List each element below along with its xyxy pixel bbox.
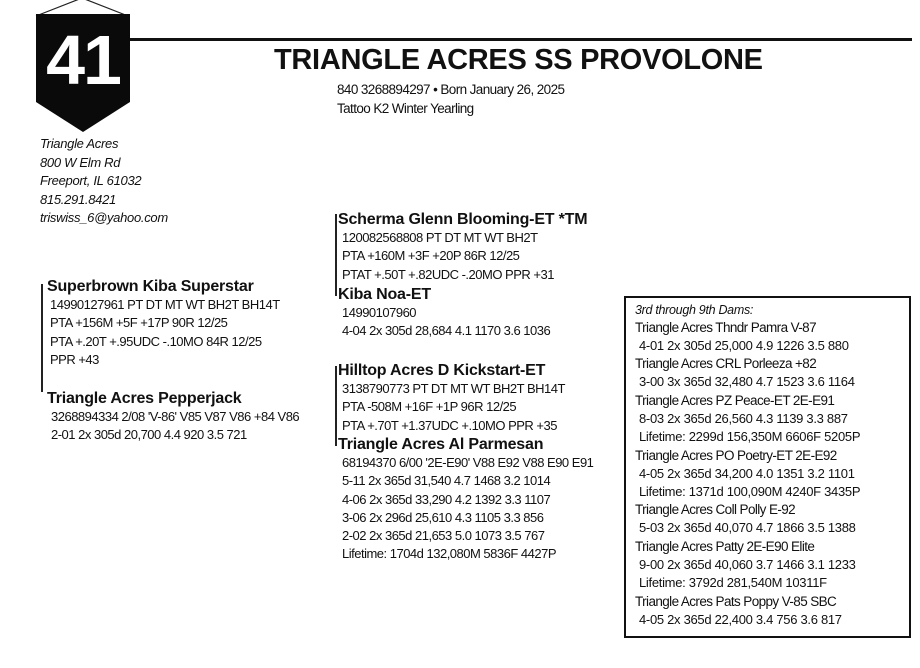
sire-sire-block xyxy=(338,210,587,284)
dam-sire-block xyxy=(338,361,565,435)
dam-dam-line: 2-02 2x 365d 21,653 5.0 1073 3.5 767 xyxy=(342,528,545,544)
dam-entry-line: Lifetime: 2299d 156,350M 6606F 5205P xyxy=(639,429,861,445)
dam-sire-line: PTA -508M +16F +1P 96R 12/25 xyxy=(342,399,517,415)
dam-block xyxy=(47,389,299,445)
dam-entry-line: 5-03 2x 365d 40,070 4.7 1866 3.5 1388 xyxy=(639,520,856,536)
header-rule xyxy=(130,38,912,41)
dam-entry-name: Triangle Acres Pats Poppy V-85 SBC xyxy=(635,593,837,609)
dam-dam-name: Triangle Acres Al Parmesan xyxy=(338,436,544,453)
sire-sire-line: PTAT +.50T +.82UDC -.20MO PPR +31 xyxy=(342,266,554,282)
pedigree-line-upper xyxy=(335,214,337,296)
consignor-phone: 815.291.8421 xyxy=(40,191,116,207)
sire-sire-line: PTA +160M +3F +20P 86R 12/25 xyxy=(342,248,520,264)
dam-entry-line: 4-05 2x 365d 22,400 3.4 756 3.6 817 xyxy=(639,611,842,627)
dam-entry-line: 8-03 2x 365d 26,560 4.3 1139 3.3 887 xyxy=(639,410,848,426)
dam-dam-line: 3-06 2x 296d 25,610 4.3 1105 3.3 856 xyxy=(342,509,544,525)
dam-entry-line: 4-05 2x 365d 34,200 4.0 1351 3.2 1101 xyxy=(639,465,855,481)
sire-name: Superbrown Kiba Superstar xyxy=(47,278,254,295)
sire-line: PTA +156M +5F +17P 90R 12/25 xyxy=(50,315,228,331)
consignor-city: Freeport, IL 61032 xyxy=(40,173,142,188)
dam-entry-line: 9-00 2x 365d 40,060 3.7 1466 3.1 1233 xyxy=(639,556,856,572)
dam-entry-line: 4-01 2x 305d 25,000 4.9 1226 3.5 880 xyxy=(639,338,849,353)
sire-dam-name: Kiba Noa-ET xyxy=(338,286,431,303)
sire-dam-line: 4-04 2x 305d 28,684 4.1 1170 3.6 1036 xyxy=(342,323,551,339)
dam-entry-line: 3-00 3x 365d 32,480 4.7 1523 3.6 1164 xyxy=(639,374,855,390)
animal-id-birth: 840 3268894297 • Born January 26, 2025 xyxy=(337,82,565,97)
dam-entry-name: Triangle Acres Patty 2E-E90 Elite xyxy=(635,538,815,554)
dam-entry-name: Triangle Acres PO Poetry-ET 2E-E92 xyxy=(635,447,837,463)
dam-entry-name: Triangle Acres CRL Porleeza +82 xyxy=(635,356,817,372)
animal-meta xyxy=(337,80,564,118)
dam-sire-name: Hilltop Acres D Kickstart-ET xyxy=(338,362,546,379)
dams-box-heading: 3rd through 9th Dams: xyxy=(635,303,754,317)
dam-line: 3268894334 2/08 'V-86' V85 V87 V86 +84 V86 xyxy=(51,409,300,424)
extended-dams-box xyxy=(624,296,911,638)
dam-sire-line: 3138790773 PT DT MT WT BH2T BH14T xyxy=(342,381,565,396)
sire-block xyxy=(47,277,280,369)
dam-dam-line: 68194370 6/00 '2E-E90' V88 E92 V88 E90 E91 xyxy=(342,455,594,470)
dam-entry-line: Lifetime: 3792d 281,540M 10311F xyxy=(639,575,827,591)
dam-dam-line: 4-06 2x 365d 33,290 4.2 1392 3.3 1107 xyxy=(342,491,551,507)
pedigree-line-lower xyxy=(335,366,337,446)
dam-line: 2-01 2x 305d 20,700 4.4 920 3.5 721 xyxy=(51,427,247,443)
consignor-farm: Triangle Acres xyxy=(40,136,119,151)
dam-dam-block xyxy=(338,435,593,564)
sire-dam-block xyxy=(338,285,550,341)
pedigree-line-left xyxy=(41,284,43,392)
dam-entry-name: Triangle Acres PZ Peace-ET 2E-E91 xyxy=(635,392,835,408)
consignor-email: triswiss_6@yahoo.com xyxy=(40,210,168,225)
sire-sire-name: Scherma Glenn Blooming-ET *TM xyxy=(338,211,588,228)
dam-dam-line: 5-11 2x 365d 31,540 4.7 1468 3.2 1014 xyxy=(342,473,551,489)
sire-line: PPR +43 xyxy=(50,351,99,367)
consignor-info xyxy=(40,135,168,228)
sire-sire-line: 120082568808 PT DT MT WT BH2T xyxy=(342,230,538,245)
animal-tattoo-class: Tattoo K2 Winter Yearling xyxy=(337,101,474,116)
sire-line: 14990127961 PT DT MT WT BH2T BH14T xyxy=(50,297,280,312)
dam-entry-name: Triangle Acres Coll Polly E-92 xyxy=(635,502,796,518)
sire-line: PTA +.20T +.95UDC -.10MO 84R 12/25 xyxy=(50,333,262,349)
dam-name: Triangle Acres Pepperjack xyxy=(47,390,242,407)
dam-entry-line: Lifetime: 1371d 100,090M 4240F 3435P xyxy=(639,484,861,500)
dam-entry-name: Triangle Acres Thndr Pamra V-87 xyxy=(635,320,816,335)
consignor-street: 800 W Elm Rd xyxy=(40,154,121,170)
dam-sire-line: PTA +.70T +1.37UDC +.10MO PPR +35 xyxy=(342,417,557,433)
lot-number: 41 xyxy=(46,21,120,99)
animal-name: TRIANGLE ACRES SS PROVOLONE xyxy=(274,44,763,76)
dam-dam-line: Lifetime: 1704d 132,080M 5836F 4427P xyxy=(342,546,557,562)
sire-dam-line: 14990107960 xyxy=(342,305,417,320)
